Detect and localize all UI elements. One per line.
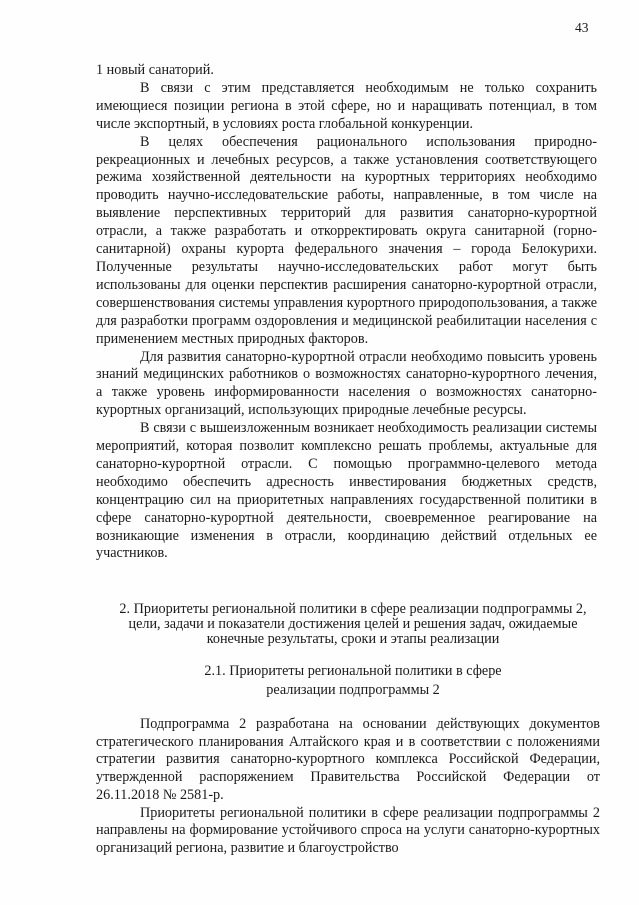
paragraph: 1 новый санаторий. — [96, 62, 214, 78]
paragraph: В связи с вышеизложенным возникает необходимость реализации системы мероприятий, которая позволит комплексно решать проблемы, актуальные для санаторно-курортной отрасли. С помощью программно-целевого метода необходимо обеспечить адресность инвестирования бюджетных средств, концентрацию сил на приоритетных направлениях государственной политики в сфере санаторно-курортной деятельности, своевременное реагирование на возникающие изменения в отрасли, координацию действий отдельных ее участников. — [96, 420, 597, 562]
section-heading — [96, 602, 610, 648]
subsection-heading — [96, 662, 610, 699]
paragraph: Приоритеты региональной политики в сфере реализации подпрограммы 2 направлены на формирование устойчивого спроса на услуги санаторно-курортных организаций региона, развитие и благоустройство — [96, 804, 600, 856]
page-number: 43 — [575, 20, 589, 35]
paragraph: В связи с этим представляется необходимым не только сохранить имеющиеся позиции региона в этой сфере, но и наращивать потенциал, в том числе экспортный, в условиях роста глобальной конкуренции. — [96, 79, 597, 132]
subsection-heading-line: реализации подпрограммы 2 — [266, 681, 440, 698]
subsection-heading-line: 2.1. Приоритеты региональной политики в сфере — [204, 663, 502, 679]
body-text-top — [96, 62, 597, 563]
paragraph: Подпрограмма 2 разработана на основании действующих документов стратегического планирования Алтайского края и в соответствии с положениями стратегии развития санаторно-курортного комплекса Российской Федерации, утвержденной распоряжением Правительства Российской Федерации от 26.11.2018 № 2581-р. — [96, 716, 600, 803]
paragraph: В целях обеспечения рационального использования природно-рекреационных и лечебных ресурсов, а также установления соответствующего режима хозяйственной деятельности на курортных территориях необходимо проводить научно-исследовательские работы, направленные, в том числе на выявление перспективных территорий для развития санаторно-курортной отрасли, а также разработать и откорректировать округа санитарной (горно-санитарной) охраны курорта федерального значения – города Белокурихи. Полученные результаты научно-исследовательских работ могут быть использованы для оценки перспектив расширения санаторно-курортной отрасли, совершенствования системы управления курортного природопользования, а также для разработки программ оздоровления и медицинской реабилитации населения с применением местных природных факторов. — [96, 133, 597, 347]
section-heading-line: цели, задачи и показатели достижения целей и решения задач, ожидаемые — [128, 616, 578, 633]
body-text-bottom — [96, 716, 600, 858]
section-heading-line: конечные результаты, сроки и этапы реализации — [206, 631, 500, 648]
paragraph: Для развития санаторно-курортной отрасли необходимо повысить уровень знаний медицинских работников о возможностях санаторно-курортного лечения, а также уровень информированности населения о возможностях санаторно-курортных организаций, использующих природные лечебные ресурсы. — [96, 348, 597, 419]
section-heading-line: 2. Приоритеты региональной политики в сфере реализации подпрограммы 2, — [119, 601, 587, 617]
